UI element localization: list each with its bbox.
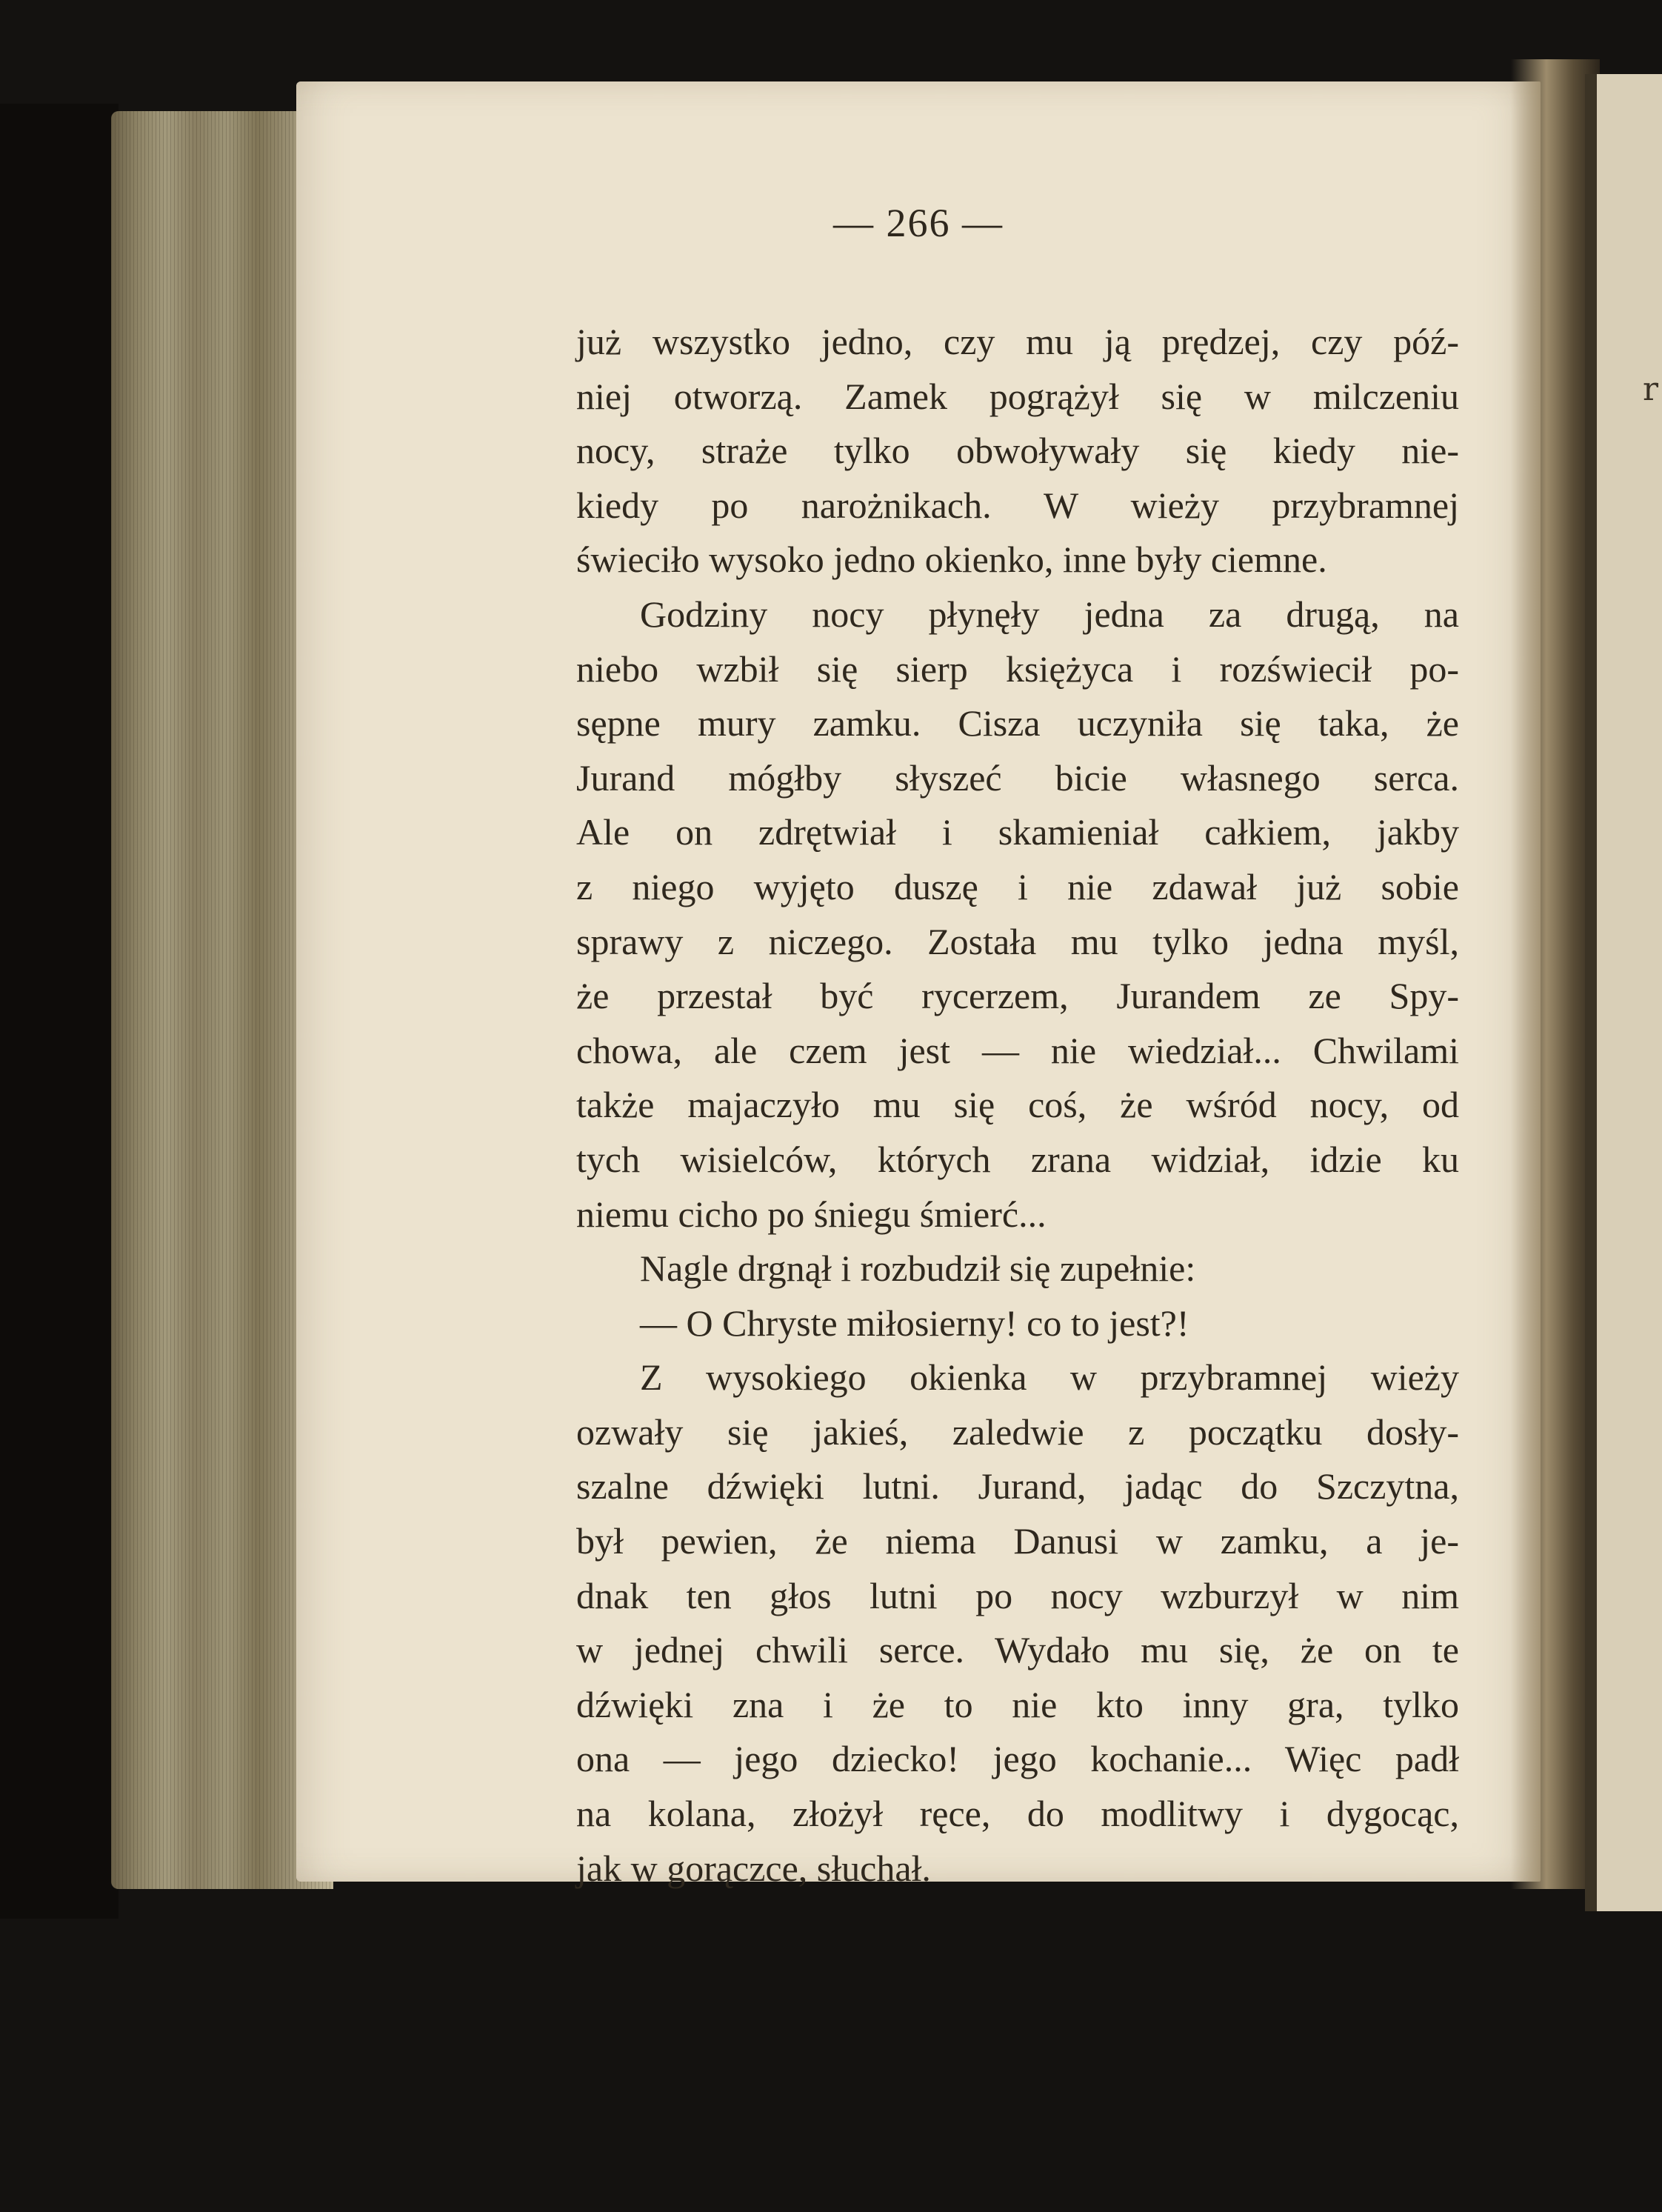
- text-line: Z wysokiego okienka w przybramnej wieży: [640, 1356, 1459, 1399]
- text-line: już wszystko jedno, czy mu ją prędzej, czy póź-: [576, 321, 1459, 362]
- text-line: kiedy po narożnikach. W wieży przybramnej: [576, 484, 1459, 526]
- text-line: — O Chryste miłosierny! co to jest?!: [640, 1302, 1189, 1344]
- text-line: nocy, straże tylko obwoływały się kiedy nie-: [576, 430, 1459, 472]
- text-line: chowa, ale czem jest — nie wiedział... Chwilami: [576, 1029, 1459, 1071]
- text-line: także majaczyło mu się coś, że wśród nocy, od: [576, 1084, 1459, 1126]
- text-line: Godziny nocy płynęły jedna za drugą, na: [640, 593, 1459, 635]
- text-line: dźwięki zna i że to nie kto inny gra, tylko: [576, 1683, 1459, 1725]
- text-line: na kolana, złożył ręce, do modlitwy i dygocąc,: [576, 1793, 1459, 1835]
- text-line: ona — jego dziecko! jego kochanie... Więc padł: [576, 1738, 1459, 1780]
- text-line: tych wisielców, których zrana widział, idzie ku: [576, 1138, 1459, 1180]
- text-line: niebo wzbił się sierp księżyca i rozświecił po-: [576, 647, 1459, 690]
- facing-page-fragment: r: [1643, 370, 1659, 408]
- text-line: świeciło wysoko jedno okienko, inne były ciemne.: [576, 539, 1327, 581]
- text-line: Ale on zdrętwiał i skamieniał całkiem, jakby: [576, 811, 1459, 853]
- text-line: Jurand mógłby słyszeć bicie własnego serca.: [576, 756, 1459, 799]
- page-body-text: [576, 315, 1459, 1896]
- book-cover-edge: [0, 104, 119, 1919]
- text-line: niemu cicho po śniegu śmierć...: [576, 1193, 1047, 1235]
- facing-page: [1585, 74, 1662, 1911]
- text-line: szalne dźwięki lutni. Jurand, jadąc do Szczytna,: [576, 1465, 1459, 1508]
- text-line: ozwały się jakieś, zaledwie z początku dosły-: [576, 1410, 1459, 1453]
- text-line: jak w gorączce, słuchał.: [576, 1847, 931, 1889]
- page-number-header: — 266 —: [833, 201, 1004, 245]
- text-line: że przestał być rycerzem, Jurandem ze Spy-: [576, 975, 1459, 1017]
- text-line: w jednej chwili serce. Wydało mu się, że on te: [576, 1629, 1459, 1671]
- text-line: z niego wyjęto duszę i nie zdawał już sobie: [576, 865, 1459, 907]
- text-line: sprawy z niczego. Została mu tylko jedna myśl,: [576, 920, 1459, 962]
- text-line: był pewien, że niema Danusi w zamku, a je-: [576, 1520, 1459, 1562]
- text-line: dnak ten głos lutni po nocy wzburzył w nim: [576, 1574, 1459, 1616]
- text-line: niej otworzą. Zamek pogrążył się w milczeniu: [576, 375, 1459, 417]
- text-line: Nagle drgnął i rozbudził się zupełnie:: [640, 1247, 1196, 1290]
- text-line: sępne mury zamku. Cisza uczyniła się taka, że: [576, 702, 1459, 744]
